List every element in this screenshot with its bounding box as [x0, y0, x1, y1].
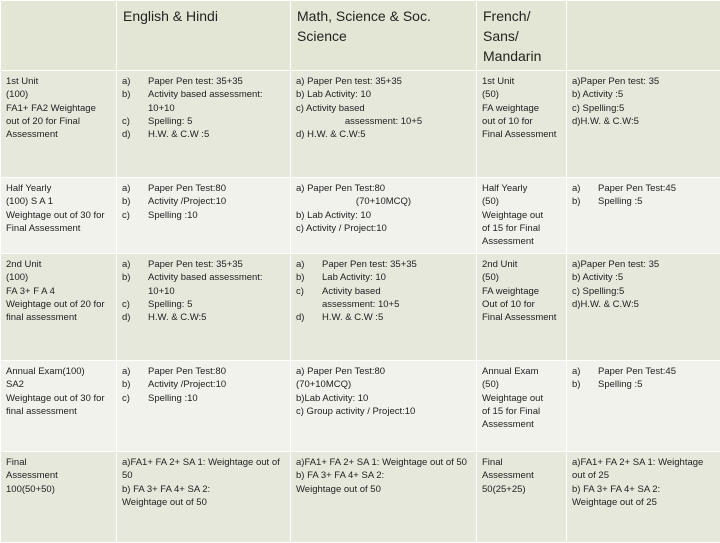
list-text: Spelling :10 — [148, 209, 285, 222]
math-science-cell — [291, 71, 477, 178]
list-text: Spelling :5 — [598, 195, 715, 208]
english-hindi-cell — [117, 361, 291, 452]
list-letter: d) — [122, 311, 148, 324]
term-line: Assessment — [482, 418, 561, 431]
list-text: Weightage out of 25 — [572, 496, 715, 509]
list-letter: b) — [572, 195, 598, 208]
list-letter: b) — [122, 271, 148, 298]
list-text: Spelling :10 — [148, 392, 285, 405]
language-term-cell — [477, 361, 567, 452]
table-row — [1, 361, 720, 452]
language-term-cell — [477, 71, 567, 178]
term-line: FA1+ FA2 Weightage out of 20 for Final Assessment — [6, 102, 111, 142]
list-letter: b) — [572, 378, 598, 391]
list-letter: c) — [296, 285, 322, 298]
list-text: c) Activity based — [296, 102, 471, 115]
list-letter: a) — [122, 365, 148, 378]
list-letter: c) — [122, 115, 148, 128]
language-cell — [567, 452, 720, 543]
term-line: 50(25+25) — [482, 483, 561, 496]
language-term-cell — [477, 254, 567, 361]
english-hindi-cell — [117, 178, 291, 254]
list-text: a)FA1+ FA 2+ SA 1: Weightage out of 50 — [122, 456, 285, 483]
list-text: H.W. & C.W :5 — [322, 311, 471, 324]
term-line: 2nd Unit — [482, 258, 561, 271]
list-text: assessment: 10+5 — [322, 298, 471, 311]
term-line: FA weightage — [482, 285, 561, 298]
list-text: c) Spelling:5 — [572, 285, 715, 298]
list-text: Spelling :5 — [598, 378, 715, 391]
list-text: c) Activity / Project:10 — [296, 222, 471, 235]
table-row — [1, 452, 720, 543]
language-term-cell — [477, 178, 567, 254]
term-line: 2nd Unit — [6, 258, 111, 271]
term-line: Assessment — [482, 469, 561, 482]
list-letter: c) — [122, 209, 148, 222]
list-text: b) Activity :5 — [572, 88, 715, 101]
header-row — [1, 1, 720, 71]
list-text: Paper Pen test: 35+35 — [322, 258, 471, 271]
term-line: (50) — [482, 378, 561, 391]
term-line: FA weightage — [482, 102, 561, 115]
list-text: Weightage out of 50 — [296, 483, 471, 496]
term-line: FA 3+ F A 4 — [6, 285, 111, 298]
math-science-cell — [291, 254, 477, 361]
term-line: Out of 10 for — [482, 298, 561, 311]
list-letter: d) — [122, 128, 148, 141]
header-math-science: Math, Science & Soc. Science — [291, 1, 477, 71]
list-letter: a) — [122, 182, 148, 195]
list-text: c) Group activity / Project:10 — [296, 405, 471, 418]
list-text: (70+10MCQ) — [296, 195, 471, 208]
term-line: of 15 for Final — [482, 405, 561, 418]
list-text: b) FA 3+ FA 4+ SA 2: — [296, 469, 471, 482]
term-cell — [1, 452, 117, 543]
list-text: (70+10MCQ) — [296, 378, 471, 391]
term-cell — [1, 254, 117, 361]
term-line: 100(50+50) — [6, 483, 111, 496]
list-letter: c) — [122, 298, 148, 311]
term-line: (50) — [482, 195, 561, 208]
english-hindi-cell — [117, 71, 291, 178]
list-text: a) Paper Pen Test:80 — [296, 365, 471, 378]
term-line: (100) S A 1 — [6, 195, 111, 208]
term-line: 1st Unit — [482, 75, 561, 88]
term-line: out of 10 for — [482, 115, 561, 128]
term-line: (50) — [482, 271, 561, 284]
term-line: of 15 for Final — [482, 222, 561, 235]
list-letter: a) — [572, 182, 598, 195]
list-letter: a) — [122, 258, 148, 271]
table-row — [1, 254, 720, 361]
list-text: a)FA1+ FA 2+ SA 1: Weightage out of 50 — [296, 456, 471, 469]
list-text: b) Lab Activity: 10 — [296, 209, 471, 222]
list-text: assessment: 10+5 — [296, 115, 471, 128]
term-line: Weightage out — [482, 392, 561, 405]
list-letter: a) — [296, 258, 322, 271]
list-text: a) Paper Pen test: 35+35 — [296, 75, 471, 88]
term-line: Final — [6, 456, 111, 469]
list-text: d) H.W. & C.W:5 — [296, 128, 471, 141]
list-text: Paper Pen Test:80 — [148, 365, 285, 378]
header-term — [1, 1, 117, 71]
list-text: d)H.W. & C.W:5 — [572, 115, 715, 128]
term-line: (100) — [6, 88, 111, 101]
term-line: Annual Exam — [482, 365, 561, 378]
list-letter: c) — [122, 392, 148, 405]
term-cell — [1, 361, 117, 452]
language-cell — [567, 178, 720, 254]
table-row — [1, 178, 720, 254]
list-text: b) Activity :5 — [572, 271, 715, 284]
term-line: Weightage out of 20 for final assessment — [6, 298, 111, 325]
term-line: (50) — [482, 88, 561, 101]
header-blank — [567, 1, 720, 71]
list-letter: b) — [296, 271, 322, 284]
list-text: a)Paper Pen test: 35 — [572, 258, 715, 271]
term-line: Assessment — [6, 469, 111, 482]
list-text: c) Spelling:5 — [572, 102, 715, 115]
list-letter: b) — [122, 88, 148, 115]
header-english-hindi: English & Hindi — [117, 1, 291, 71]
list-letter: b) — [122, 378, 148, 391]
header-french-sans-mandarin: French/ Sans/ Mandarin — [477, 1, 567, 71]
math-science-cell — [291, 361, 477, 452]
list-text: b) FA 3+ FA 4+ SA 2: — [122, 483, 285, 496]
language-term-cell — [477, 452, 567, 543]
list-text: Spelling: 5 — [148, 115, 285, 128]
term-line: Weightage out of 30 for Final Assessment — [6, 209, 111, 236]
term-line: Half Yearly — [6, 182, 111, 195]
list-text: Lab Activity: 10 — [322, 271, 471, 284]
list-text: a)Paper Pen test: 35 — [572, 75, 715, 88]
term-line: Half Yearly — [482, 182, 561, 195]
term-line: Weightage out — [482, 209, 561, 222]
list-text: H.W. & C.W :5 — [148, 128, 285, 141]
list-text: Activity based assessment: 10+10 — [148, 271, 285, 298]
term-line: Final Assessment — [482, 128, 561, 141]
list-text: Paper Pen Test:45 — [598, 182, 715, 195]
english-hindi-cell — [117, 254, 291, 361]
list-text: b) Lab Activity: 10 — [296, 88, 471, 101]
english-hindi-cell — [117, 452, 291, 543]
list-text: Paper Pen Test:45 — [598, 365, 715, 378]
list-text: Spelling: 5 — [148, 298, 285, 311]
math-science-cell — [291, 452, 477, 543]
math-science-cell — [291, 178, 477, 254]
list-letter: a) — [572, 365, 598, 378]
list-text: Activity /Project:10 — [148, 378, 285, 391]
list-text: Weightage out of 50 — [122, 496, 285, 509]
list-text: Activity based assessment: 10+10 — [148, 88, 285, 115]
language-cell — [567, 71, 720, 178]
term-line: 1st Unit — [6, 75, 111, 88]
term-line: Assessment — [482, 235, 561, 248]
term-line: (100) — [6, 271, 111, 284]
list-letter: d) — [296, 311, 322, 324]
list-text: b)Lab Activity: 10 — [296, 392, 471, 405]
list-text: Paper Pen test: 35+35 — [148, 258, 285, 271]
language-cell — [567, 361, 720, 452]
list-text: a)FA1+ FA 2+ SA 1: Weightage out of 25 — [572, 456, 715, 483]
list-text: Paper Pen test: 35+35 — [148, 75, 285, 88]
list-text: Activity based — [322, 285, 471, 298]
list-text: b) FA 3+ FA 4+ SA 2: — [572, 483, 715, 496]
list-letter: b) — [122, 195, 148, 208]
list-text: H.W. & C.W:5 — [148, 311, 285, 324]
list-text: Paper Pen Test:80 — [148, 182, 285, 195]
list-text: a) Paper Pen Test:80 — [296, 182, 471, 195]
term-line: Final Assessment — [482, 311, 561, 324]
term-cell — [1, 71, 117, 178]
language-cell — [567, 254, 720, 361]
term-line: Annual Exam(100) — [6, 365, 111, 378]
term-line: Final — [482, 456, 561, 469]
table-row — [1, 71, 720, 178]
term-line: SA2 — [6, 378, 111, 391]
list-letter: a) — [122, 75, 148, 88]
term-line: Weightage out of 30 for final assessment — [6, 392, 111, 419]
list-text: Activity /Project:10 — [148, 195, 285, 208]
list-text: d)H.W. & C.W:5 — [572, 298, 715, 311]
term-cell — [1, 178, 117, 254]
